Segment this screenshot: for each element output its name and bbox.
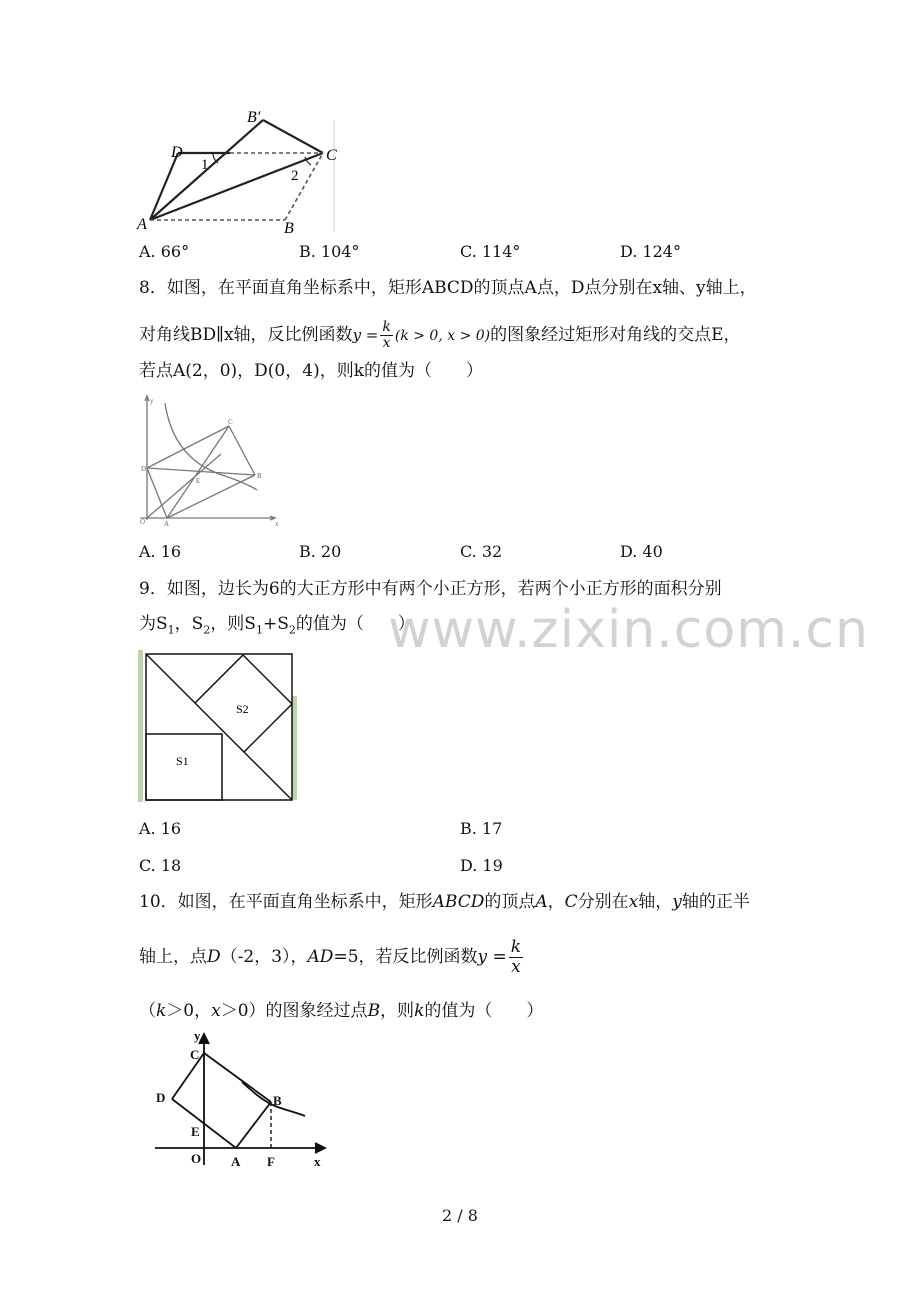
q10-l1-c: 的顶点 [484, 892, 536, 912]
q9-option-d: D. 19 [460, 856, 503, 875]
q9-option-b: B. 17 [460, 819, 503, 838]
q8-line-2 [139, 314, 741, 356]
q8-formula-num: k [382, 319, 391, 335]
q9-figure [138, 648, 298, 804]
q10-label-c: C [190, 1047, 200, 1062]
q10-l3-c: ＞0， [166, 1001, 212, 1021]
q10-line-3 [139, 999, 543, 1023]
q9-sub-1: 1 [167, 623, 175, 637]
q10-l3-d: x [211, 1001, 221, 1021]
page-number: 2 / 8 [442, 1206, 478, 1225]
q8-line-2-post: 的图象经过矩形对角线的交点E， [490, 325, 741, 345]
q8-label-b: B [257, 472, 262, 480]
q9-sub-4: 2 [288, 623, 296, 637]
q8-formula-frac [380, 320, 392, 351]
q8-option-a: A. 16 [139, 542, 182, 561]
q7-label-b: B [284, 220, 294, 235]
q7-option-a: A. 66° [139, 242, 190, 261]
q8-label-y: y [150, 397, 154, 405]
q10-l1-f: C [564, 892, 578, 912]
q8-formula-y: y = [352, 326, 379, 344]
q10-l2-b: D [207, 947, 221, 967]
q10-l1-i: 轴， [638, 892, 673, 912]
q10-l2-e: =5，若反比例函数 [333, 947, 478, 967]
q8-label-c: C [228, 418, 233, 426]
q9-option-c: C. 18 [139, 856, 182, 875]
q10-formula-y: y = [477, 947, 507, 967]
q9-sub-3: 1 [255, 623, 263, 637]
watermark: www.zixin.com.cn [388, 600, 869, 660]
q10-formula-frac [509, 938, 523, 977]
q10-label-x: x [314, 1154, 321, 1169]
q10-l3-b: k [156, 1001, 167, 1021]
q7-label-d: D [171, 144, 183, 161]
q9-line-2 [139, 612, 415, 642]
q7-figure [135, 105, 345, 235]
q10-l1-j: y [672, 892, 682, 912]
q10-label-a: A [231, 1154, 241, 1169]
q10-l3-f: B [367, 1001, 381, 1021]
q10-l3-a: （ [139, 1001, 156, 1021]
q10-formula-num: k [510, 937, 522, 957]
q8-label-a: A [164, 520, 170, 528]
q10-l3-h: k [414, 1001, 425, 1021]
q7-angle-2: 2 [291, 168, 299, 184]
q7-label-c: C [326, 147, 337, 164]
q7-option-c: C. 114° [460, 242, 521, 261]
q10-label-y: y [194, 1030, 201, 1043]
q8-line-1: 8．如图，在平面直角坐标系中，矩形ABCD的顶点A点，D点分别在x轴、y轴上， [139, 278, 757, 298]
q10-l1-g: 分别在 [577, 892, 629, 912]
q7-label-bprime: B′ [247, 109, 261, 126]
q9-option-a: A. 16 [139, 819, 182, 838]
q10-l3-i: 的值为（ ） [424, 1001, 544, 1021]
q10-l2-c: （-2，3）， [220, 947, 308, 967]
q10-l2-d: AD [307, 947, 334, 967]
q8-formula-cond: (k > 0, x > 0) [394, 328, 491, 344]
q9-label-s2: S2 [236, 702, 249, 716]
q10-l3-e: ＞0）的图象经过点 [220, 1001, 368, 1021]
q8-label-o: O [140, 518, 146, 526]
q10-formula-den: x [511, 957, 521, 977]
q10-label-b: B [273, 1093, 282, 1108]
q10-label-d: D [156, 1090, 166, 1105]
q10-l1-d: A [535, 892, 548, 912]
q9-text-b: ，S [174, 614, 204, 634]
q10-l1-e: ， [547, 892, 565, 912]
q9-line-1: 9．如图，边长为6的大正方形中有两个小正方形，若两个小正方形的面积分别 [139, 579, 722, 599]
q9-sub-2: 2 [203, 623, 211, 637]
q8-option-d: D. 40 [620, 542, 663, 561]
q8-option-c: C. 32 [460, 542, 503, 561]
q10-line-1 [139, 890, 750, 914]
q10-l3-g: ，则 [380, 1001, 415, 1021]
q10-l1-h: x [628, 892, 639, 912]
q9-text-a: 为S [139, 614, 168, 634]
q9-text-c: ，则S [210, 614, 256, 634]
q10-l1-b: ABCD [432, 892, 485, 912]
q8-formula-den: x [382, 335, 391, 351]
q10-line-2 [139, 932, 525, 982]
q9-text-d: +S [262, 614, 289, 634]
q8-line-2-pre: 对角线BD∥x轴，反比例函数 [139, 325, 353, 345]
q8-option-b: B. 20 [299, 542, 342, 561]
q9-label-s1: S1 [176, 754, 189, 768]
q10-label-o: O [191, 1151, 202, 1166]
q7-angle-1: 1 [201, 157, 209, 173]
q10-label-f: F [267, 1154, 275, 1169]
q8-figure [137, 393, 282, 528]
q9-text-e: 的值为（ ） [295, 614, 415, 634]
q7-label-a: A [137, 216, 147, 233]
q10-label-e: E [191, 1124, 200, 1139]
q8-label-e: E [196, 477, 201, 485]
q10-l2-a: 轴上，点 [139, 947, 207, 967]
q10-l1-k: 轴的正半 [681, 892, 750, 912]
q8-line-3: 若点A(2，0)，D(0，4)，则k的值为（ ） [139, 361, 484, 381]
q7-option-d: D. 124° [620, 242, 681, 261]
q8-label-x: x [275, 520, 279, 528]
q10-figure [150, 1030, 335, 1170]
q10-l1-a: 10．如图，在平面直角坐标系中，矩形 [139, 892, 433, 912]
q8-label-d: D [141, 465, 147, 473]
q7-option-b: B. 104° [299, 242, 360, 261]
